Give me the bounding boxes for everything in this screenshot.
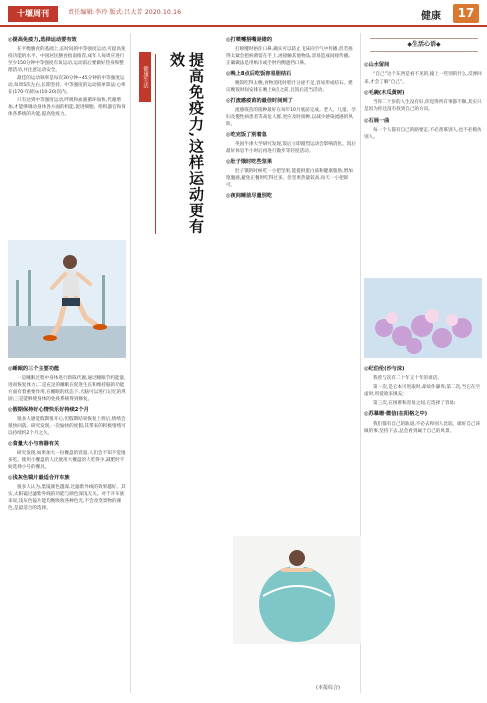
paragraph: 很多人认为,墨镜颜色越深,过滤紫外线的效果越好。其实,太阳镜过滤紫外线的功能与颜色深浅无关。对于开车族来说,浅灰色镜片能均衡吸收各种色光,不会改变景物的颜色,是最适合的选择。	[8, 485, 126, 511]
page-header	[0, 0, 487, 27]
headline-block	[137, 52, 213, 242]
section-heading: ◎晚上8点后吃饭容易胆结石	[226, 71, 292, 77]
page-number: 17	[453, 4, 479, 23]
section-heading: ◎纪伯伦(沙与沫)	[364, 366, 405, 372]
section-heading: ◎浅灰色镜片最适合开车族	[8, 475, 70, 481]
headline-title: 提高免疫力,这样运动更有效	[168, 52, 205, 235]
column-right-lower	[364, 362, 482, 437]
paragraph: 当你二十岁的人生没有好,你觉得所有事都不顺,其实只是因为你还没有找到自己的方向。	[364, 100, 482, 113]
section-heading: ◎提高免疫力,选择运动要有效	[8, 37, 77, 43]
paragraph: 第一次,是它本可进取时,却故作谦卑;第二次,当它在空虚时,用爱欲来填充;	[364, 385, 480, 398]
paragraph: 第三次,在困难和容易之间,它选择了容易;	[373, 401, 456, 407]
section-heading: ◎打喷嚏捂嘴是错的	[226, 37, 273, 43]
section-heading: ◎食量大小与容器有关	[8, 441, 60, 447]
section-heading: ◎山水留间	[364, 62, 390, 68]
section-heading: ◎石展一曲	[364, 117, 390, 124]
section-heading: ◎打流感疫苗的最佳时间到了	[226, 98, 293, 104]
paragraph: 研究发现,如果加大一份餐盘的容量,人们会不知不觉地多吃。使用小餐盘的人比使用大餐盘的人吃得少,减肥时不妨选择小号的餐具。	[8, 451, 126, 470]
newspaper-logo: 十堰周刊	[8, 6, 58, 22]
headline-rule	[155, 54, 156, 234]
section-heading: ◎肚子饿时吃些坚果	[226, 159, 273, 165]
paragraph: 打喷嚏时捂住口鼻,确实可以防止飞沫向空气中传播,但若捂得太紧会把病菌留在手上,再接触其他物品,容易造成间接传播。正确做法是用纸巾或手肘内侧遮挡口鼻。	[226, 47, 353, 66]
paragraph: 只有达到中等强度运动,呼吸和血液循环加快,代谢增加,才能够调动身体各方面的机能,促进细胞、组织器官和身体各系统的功能,提高免疫力。	[8, 98, 126, 117]
paragraph: “自己”这个东西是看不见的,撞上一些别的什么,反弹回来,才会了解“自己”。	[364, 72, 482, 85]
paragraph: 我们都有自己的轨道,不必去和别人比较。做好自己该做的事,坚持下去,总会看到属于自己的风景。	[364, 421, 481, 435]
section-heading: ◎夜间睡前尽量别吃	[226, 193, 273, 199]
paragraph: 一是睡眠过程中身体进行新陈代谢,通过睡眠节约能量,进而恢复体力;二是充足的睡眠在促进生长和维持脑的功能方面有着重要作用,在睡眠的状态下,大脑可以进行记忆的巩固;三是能够使身体的免疫系统得到修复。	[8, 376, 126, 402]
column-left	[8, 33, 126, 119]
section-heading: ◎假期保持好心情快乐好持续2个月	[8, 407, 89, 413]
column-right	[364, 58, 482, 143]
flower-photo	[364, 278, 482, 358]
headline-tag: 健康生活	[139, 52, 151, 102]
paragraph: 晚饭吃得太晚,食物消化时胆汁分泌不足,容易形成结石。建议晚饭时间安排在晚上8点之前,且饭后适当活动。	[226, 81, 353, 93]
paragraph: 我曾与次有二十年又十年的谈话。	[373, 376, 442, 382]
section-title: 健康	[421, 11, 441, 22]
section-heading: ◎苏慕珊·微信(在阳格之中)	[364, 411, 428, 418]
editor-info: 责任编辑:李玲 版式:吕大芳 2020.10.16	[68, 9, 182, 16]
paragraph: 流感疫苗的接种最好在每年10月底前完成。老人、儿童、孕妇及慢性病患者等高危人群,更应及时接种,以减少感染流感的风险。	[226, 108, 356, 127]
column-banner: ◆生活心语◆	[370, 38, 478, 52]
column-middle	[226, 33, 356, 202]
exercise-ball-illustration	[233, 536, 361, 644]
source-note: (本报综合)	[316, 685, 340, 691]
section-heading: ◎吃完饭了别着急	[226, 132, 267, 138]
section-heading: ◎睡眠的三个主要功能	[8, 366, 60, 372]
runner-illustration	[8, 240, 126, 358]
paragraph: 英国牛津大学研究发现,饭后立即剧烈运动会影响消化。饭后最好休息半小时后再进行散步等轻度活动。	[226, 142, 356, 154]
section-heading: ◎毛豌(木瓜黄树)	[364, 89, 405, 96]
paragraph: 肚子饿的时候吃一小把坚果,能提供蛋白质和健康脂肪,增加饱腹感,避免正餐时吃得过多。但坚果热量较高,每天一小把即可。	[226, 169, 353, 188]
column-divider	[130, 33, 131, 693]
paragraph: 很多人感觉假期很开心,但假期结束恢复上班后,情绪会很快回落。研究发现,一次愉快的度假,其带来的积极情绪可以持续约2个月之久。	[8, 417, 126, 436]
paragraph: 每一个人都有自己的路要走,不必羡慕别人,也不必模仿别人。	[364, 128, 482, 141]
paragraph: 在平衡膳食的基础上,长时间的中等强度运动,可提高免疫功能的水平。中国居民膳食指南推荐,成年人每周应进行至少150分钟中等强度有氧运动,运动前后要做好热身和整理活动,并注意运动安全。	[8, 47, 126, 73]
column-left-lower	[8, 362, 126, 513]
paragraph: 最佳的运动频率是每次30分钟~45分钟的中等强度运动,每周5次左右,长期坚持。中等强度的运动简单算法:心率在(170-年龄)±(10-20)次内。	[8, 76, 126, 95]
